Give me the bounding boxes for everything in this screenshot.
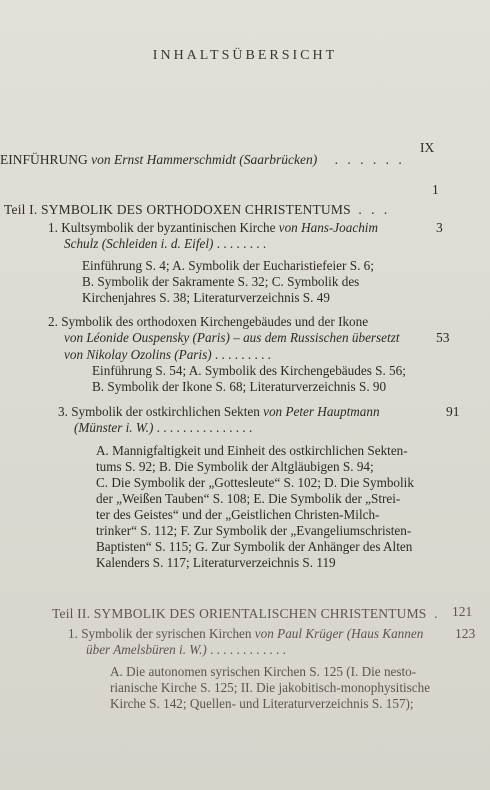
entry-line: B. Symbolik der Ikone S. 68; Literaturverzeichnis S. 90 <box>92 379 387 394</box>
entry-line: von Nikolay Ozolins (Paris) . . . . . . . . . <box>64 347 271 362</box>
entry-line: tums S. 92; B. Die Symbolik der Altgläubigen S. 94; <box>96 459 374 474</box>
part2-page-number: 121 <box>452 604 473 619</box>
entry-line: Baptisten“ S. 115; G. Zur Symbolik der Anhänger des Alten <box>96 539 413 554</box>
intro-page-number: IX <box>420 140 435 155</box>
entry-line: der „Weißen Tauben“ S. 108; E. Die Symbolik der „Strei- <box>96 491 401 506</box>
entry-line: von Léonide Ouspensky (Paris) – aus dem Russischen übersetzt <box>64 330 400 345</box>
entry-line: Kirche S. 142; Quellen- und Literaturverzeichnis S. 157); <box>110 696 414 711</box>
entry-page-number: 91 <box>446 404 460 419</box>
entry-line: B. Symbolik der Sakramente S. 32; C. Symbolik des <box>82 274 360 289</box>
intro-dots: . . . . . . <box>334 152 405 167</box>
entry-line: Kalenders S. 117; Literaturverzeichnis S. 119 <box>96 555 336 570</box>
entry-line: (Münster i. W.) . . . . . . . . . . . . . . . <box>74 420 253 435</box>
entry-line: Schulz (Schleiden i. d. Eifel) . . . . . . . . <box>64 236 267 251</box>
part2-dots: . <box>434 606 441 621</box>
entry-line: 2. Symbolik des orthodoxen Kirchengebäudes und der Ikone <box>48 314 369 329</box>
part1-label: Teil I. SYMBOLIK DES ORTHODOXEN CHRISTENTUMS <box>4 202 351 217</box>
intro-author: Ernst Hammerschmidt (Saarbrücken) <box>114 152 318 167</box>
page-title: INHALTSÜBERSICHT <box>152 48 338 63</box>
intro-label: EINFÜHRUNG <box>0 152 88 167</box>
intro-line <box>0 152 405 168</box>
entry-line: Einführung S. 4; A. Symbolik der Eucharistiefeier S. 6; <box>82 258 374 273</box>
entry-line: A. Die autonomen syrischen Kirchen S. 125 (I. Die nesto- <box>110 664 417 679</box>
part2-heading <box>52 606 440 622</box>
entry-line: über Amelsbüren i. W.) . . . . . . . . . . . . <box>86 642 286 657</box>
entry-line: A. Mannigfaltigkeit und Einheit des ostkirchlichen Sekten- <box>96 443 408 458</box>
part2-label: Teil II. SYMBOLIK DES ORIENTALISCHEN CHRISTENTUMS <box>52 606 427 621</box>
entry-line: C. Die Symbolik der „Gottesleute“ S. 102; D. Die Symbolik <box>96 475 414 490</box>
entry-line: Kirchenjahres S. 38; Literaturverzeichnis S. 49 <box>82 290 330 305</box>
part1-dots: . . . <box>358 202 391 217</box>
entry-page-number: 3 <box>436 220 443 235</box>
intro-by: von <box>91 152 111 167</box>
entry-page-number: 53 <box>436 330 450 345</box>
entry-line: 1. Kultsymbolik der byzantinischen Kirche von Hans-Joachim <box>48 220 378 235</box>
entry-line: Einführung S. 54; A. Symbolik des Kirchengebäudes S. 56; <box>92 363 406 378</box>
entry-line: 1. Symbolik der syrischen Kirchen von Paul Krüger (Haus Kannen <box>68 626 424 641</box>
entry-line: trinker“ S. 112; F. Zur Symbolik der „Evangeliumschristen- <box>96 523 412 538</box>
entry-line: 3. Symbolik der ostkirchlichen Sekten von Peter Hauptmann <box>58 404 380 419</box>
part1-page-number: 1 <box>432 182 439 197</box>
entry-page-number: 123 <box>455 626 476 641</box>
part1-heading <box>4 202 390 218</box>
entry-line: ter des Geistes“ und der „Geistlichen Christen-Milch- <box>96 507 380 522</box>
entry-line: rianische Kirche S. 125; II. Die jakobitisch-monophysitische <box>110 680 431 695</box>
